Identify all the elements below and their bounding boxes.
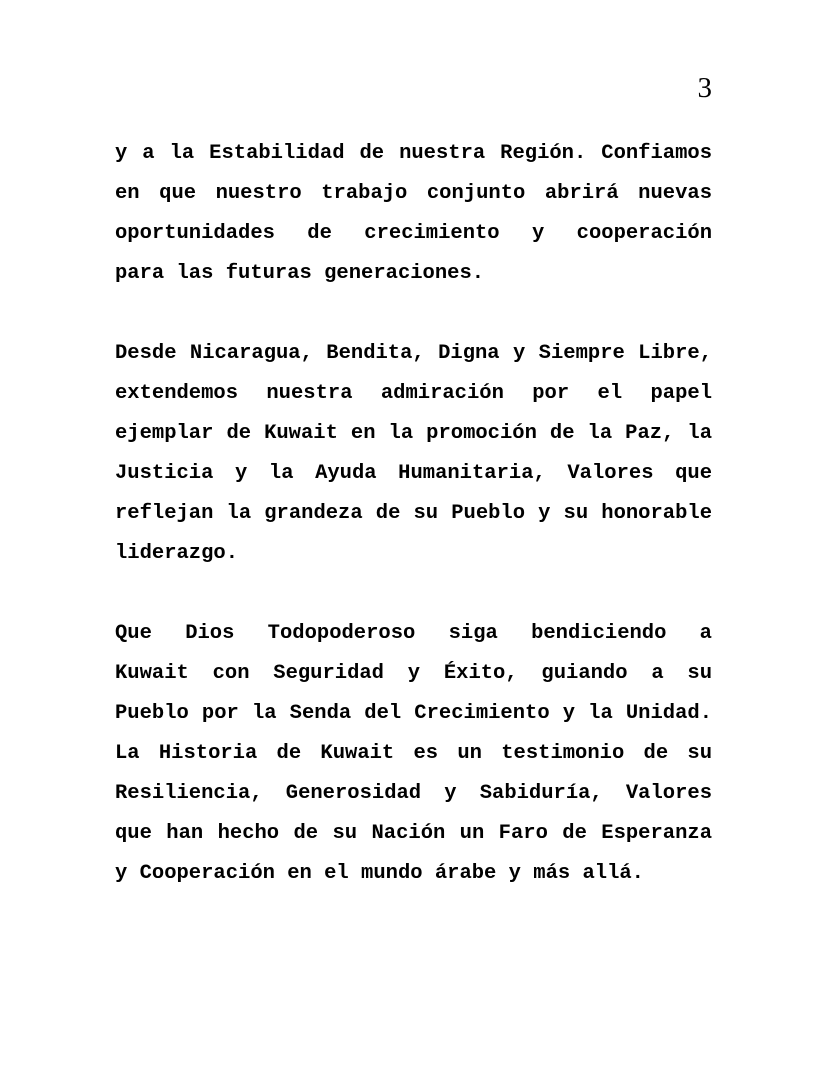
text-line: y Cooperación en el mundo árabe y más allá. xyxy=(115,862,644,885)
text-line: Pueblo por la Senda del Crecimiento y la Unidad. xyxy=(115,702,712,725)
document-body xyxy=(115,134,712,894)
text-line: Desde Nicaragua, Bendita, Digna y Siempre Libre, xyxy=(115,342,712,365)
text-line: Que Dios Todopoderoso siga bendiciendo a xyxy=(115,622,712,645)
text-line: y a la Estabilidad de nuestra Región. Confiamos xyxy=(115,142,712,165)
text-line: oportunidades de crecimiento y cooperación xyxy=(115,222,712,245)
paragraph xyxy=(115,614,712,894)
text-line: liderazgo. xyxy=(115,542,239,565)
text-line: ejemplar de Kuwait en la promoción de la Paz, la xyxy=(115,422,712,445)
text-line: en que nuestro trabajo conjunto abrirá nuevas xyxy=(115,182,712,205)
text-line: que han hecho de su Nación un Faro de Esperanza xyxy=(115,822,712,845)
text-line: extendemos nuestra admiración por el papel xyxy=(115,382,712,405)
text-line: La Historia de Kuwait es un testimonio de su xyxy=(115,742,712,765)
page-header xyxy=(115,74,712,103)
text-line: Resiliencia, Generosidad y Sabiduría, Valores xyxy=(115,782,712,805)
text-line: reflejan la grandeza de su Pueblo y su honorable xyxy=(115,502,712,525)
page-number: 3 xyxy=(697,72,712,104)
text-line: para las futuras generaciones. xyxy=(115,262,485,285)
text-line: Justicia y la Ayuda Humanitaria, Valores que xyxy=(115,462,712,485)
paragraph xyxy=(115,334,712,574)
paragraph xyxy=(115,134,712,294)
text-line: Kuwait con Seguridad y Éxito, guiando a su xyxy=(115,662,712,685)
